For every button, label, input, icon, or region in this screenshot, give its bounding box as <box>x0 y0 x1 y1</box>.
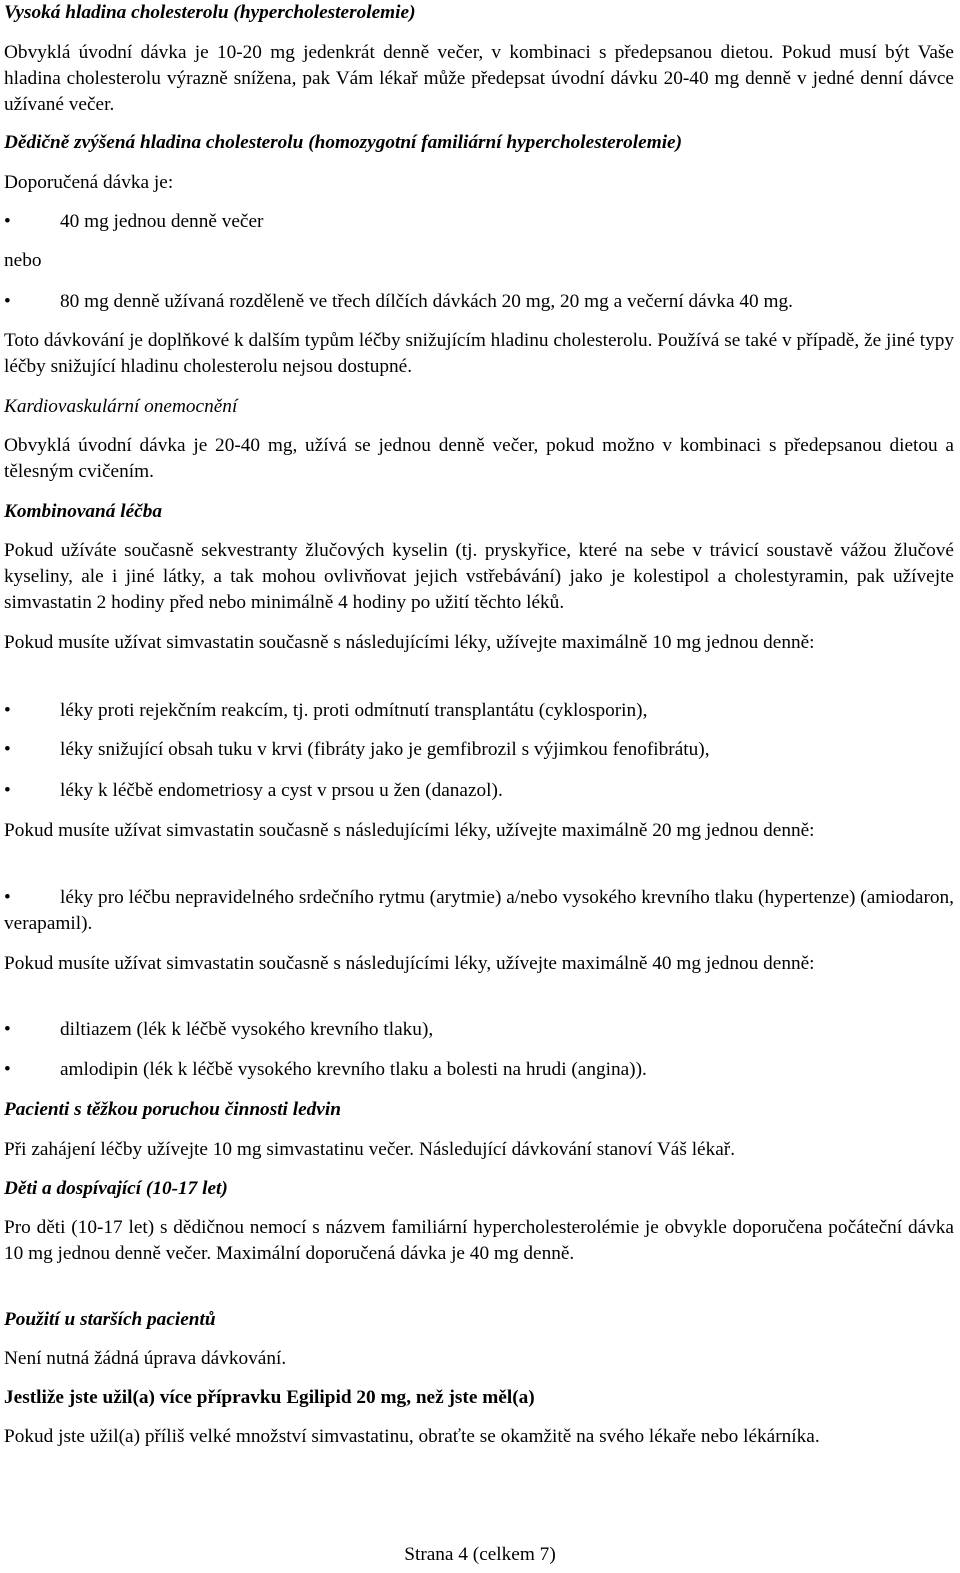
list-item <box>4 778 954 804</box>
list-item <box>4 737 954 763</box>
heading-cardiovascular-disease: Kardiovaskulární onemocnění <box>4 396 238 417</box>
list-item <box>4 209 954 235</box>
bullet-icon: • <box>4 780 11 801</box>
bullet-icon: • <box>4 211 11 232</box>
list-item-text: léky pro léčbu nepravidelného srdečního rytmu (arytmie) a/nebo vysokého krevního tlaku (hypertenze) (amiodaron, verapamil). <box>4 887 954 934</box>
bullet-icon: • <box>4 887 11 908</box>
list-item-text: amlodipin (lék k léčbě vysokého krevního tlaku a bolesti na hrudi (angina)). <box>60 1059 647 1080</box>
paragraph-complementary-therapy: Toto dávkování je doplňkové k dalším typům léčby snižujícím hladinu cholesterolu. Používá se také v případě, že jiné typy léčby snižující hladinu cholesterolu nejsou dostupné. <box>4 330 954 377</box>
heading-children-adolescents: Děti a dospívající (10-17 let) <box>4 1178 228 1199</box>
list-item-text: léky snižující obsah tuku v krvi (fibráty jako je gemfibrozil s výjimkou fenofibrátu), <box>60 739 710 760</box>
list-item <box>4 289 954 315</box>
list-item-text: léky proti rejekčním reakcím, tj. proti odmítnutí transplantátu (cyklosporin), <box>60 700 648 721</box>
list-item <box>4 698 954 724</box>
bullet-icon: • <box>4 291 11 312</box>
heading-elderly-patients: Použití u starších pacientů <box>4 1309 216 1330</box>
heading-combination-therapy: Kombinovaná léčba <box>4 501 162 522</box>
bullet-icon: • <box>4 1019 11 1040</box>
page-number-footer: Strana 4 (celkem 7) <box>404 1544 556 1565</box>
heading-overdose: Jestliže jste užil(a) více přípravku Egilipid 20 mg, než jste měl(a) <box>4 1387 535 1408</box>
paragraph-hypercholesterolemia-dose: Obvyklá úvodní dávka je 10-20 mg jedenkrát denně večer, v kombinaci s předepsanou dietou. Pokud musí být Vaše hladina cholesterolu výrazně snížena, pak Vám lékař může předepsat úvodní dávku 20-40 mg denně v jedné denní dávce užívané večer. <box>4 42 954 115</box>
paragraph-children-dose: Pro děti (10-17 let) s dědičnou nemocí s názvem familiární hypercholesterolémie je obvykle doporučena počáteční dávka 10 mg jednou denně večer. Maximální doporučená dávka je 40 mg denně. <box>4 1217 954 1264</box>
heading-hypercholesterolemia: Vysoká hladina cholesterolu (hypercholesterolemie) <box>4 2 416 23</box>
paragraph-renal-dose: Při zahájení léčby užívejte 10 mg simvastatinu večer. Následující dávkování stanoví Váš lékař. <box>4 1139 736 1160</box>
list-item-text: 80 mg denně užívaná rozděleně ve třech dílčích dávkách 20 mg, 20 mg a večerní dávka 40 mg. <box>60 291 793 312</box>
bullet-icon: • <box>4 739 11 760</box>
paragraph-max-20mg: Pokud musíte užívat simvastatin současně s následujícími léky, užívejte maximálně 20 mg jednou denně: <box>4 820 815 841</box>
list-item <box>4 1017 954 1043</box>
bullet-icon: • <box>4 700 11 721</box>
paragraph-max-40mg: Pokud musíte užívat simvastatin současně s následujícími léky, užívejte maximálně 40 mg jednou denně: <box>4 953 815 974</box>
paragraph-cardiovascular-dose: Obvyklá úvodní dávka je 20-40 mg, užívá se jednou denně večer, pokud možno v kombinaci s předepsanou dietou a tělesným cvičením. <box>4 435 954 482</box>
paragraph-or: nebo <box>4 250 42 271</box>
list-item <box>4 885 954 937</box>
list-item-text: diltiazem (lék k léčbě vysokého krevního tlaku), <box>60 1019 434 1040</box>
paragraph-elderly-dose: Není nutná žádná úprava dávkování. <box>4 1348 287 1369</box>
paragraph-bile-acid-sequestrants: Pokud užíváte současně sekvestranty žlučových kyselin (tj. pryskyřice, které na sebe v trávicí soustavě vážou žlučové kyseliny, ale i jiné látky, a tak mohou ovlivňovat jejich vstřebávání) jako je kolestipol a cholestyramin, pak užívejte simvastatin 2 hodiny před nebo minimálně 4 hodiny po užití těchto léků. <box>4 540 954 613</box>
list-item-text: léky k léčbě endometriosy a cyst v prsou u žen (danazol). <box>60 780 503 801</box>
list-item-text: 40 mg jednou denně večer <box>60 211 264 232</box>
paragraph-max-10mg: Pokud musíte užívat simvastatin současně s následujícími léky, užívejte maximálně 10 mg jednou denně: <box>4 632 815 653</box>
paragraph-overdose: Pokud jste užil(a) příliš velké množství simvastatinu, obraťte se okamžitě na svého lékaře nebo lékárníka. <box>4 1426 820 1447</box>
paragraph-recommended-dose: Doporučená dávka je: <box>4 172 174 193</box>
heading-familial-hypercholesterolemia: Dědičně zvýšená hladina cholesterolu (homozygotní familiární hypercholesterolemie) <box>4 132 683 153</box>
list-item <box>4 1057 954 1083</box>
bullet-icon: • <box>4 1059 11 1080</box>
heading-renal-impairment: Pacienti s těžkou poruchou činnosti ledvin <box>4 1099 341 1120</box>
